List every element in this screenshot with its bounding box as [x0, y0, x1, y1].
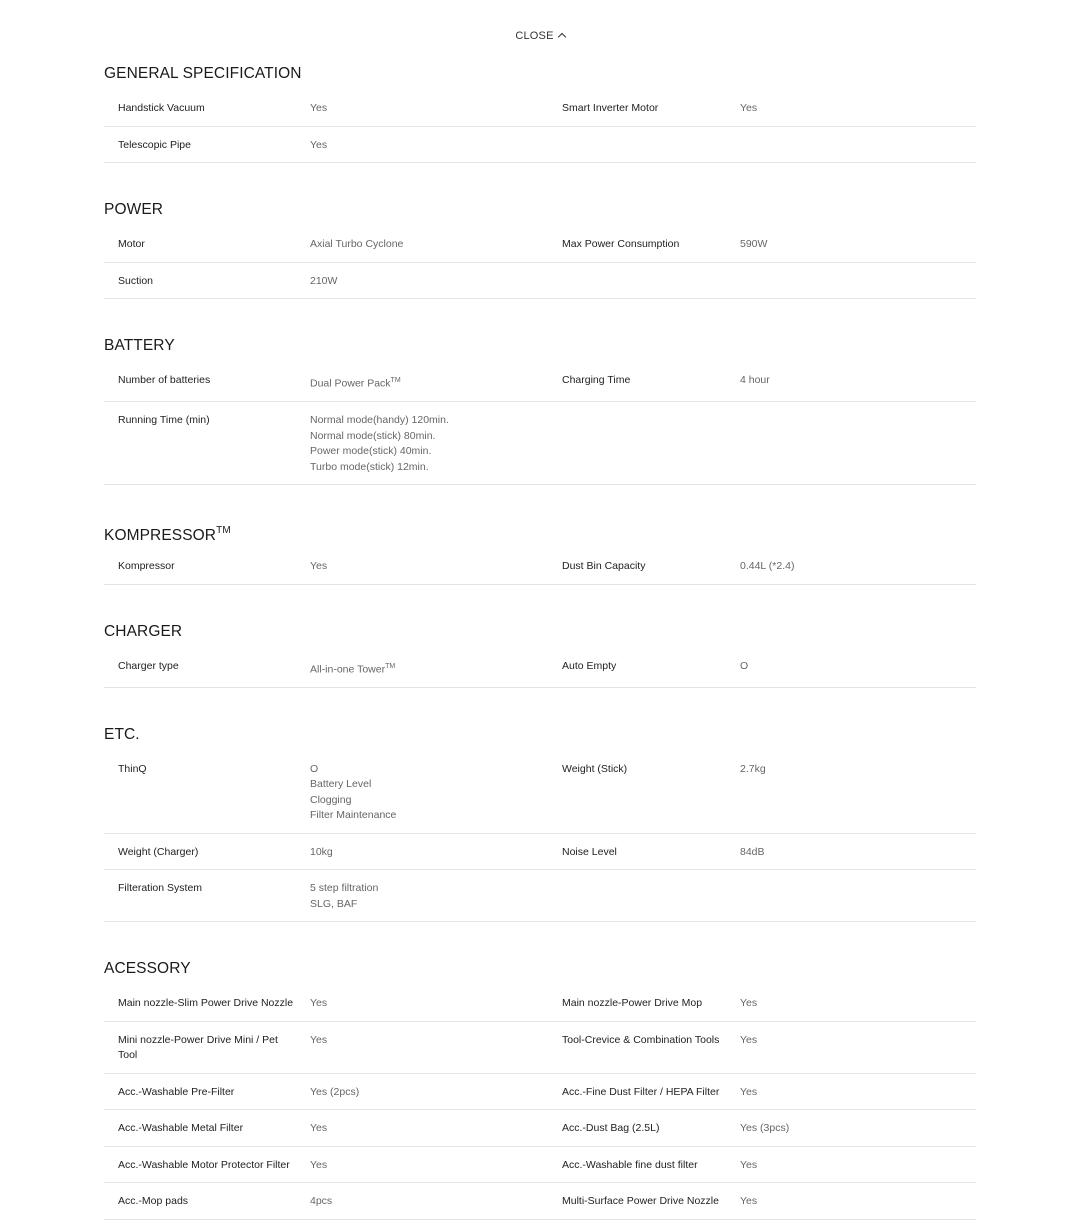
spec-label: Acc.-Washable fine dust filter	[562, 1158, 698, 1171]
section-title-text: ETC.	[104, 725, 140, 743]
spec-section-general-specification	[104, 64, 976, 163]
spec-value	[740, 263, 976, 299]
spec-label: Motor	[118, 238, 145, 250]
section-title-text: ACESSORY	[104, 960, 191, 977]
spec-label	[548, 402, 740, 484]
spec-label: Running Time (min)	[118, 414, 210, 426]
spec-value: Yes	[740, 1085, 758, 1098]
spec-label: Acc.-Fine Dust Filter / HEPA Filter	[562, 1085, 720, 1098]
spec-label: Number of batteries	[118, 374, 211, 386]
section-gap	[104, 163, 976, 200]
spec-row	[104, 362, 976, 402]
spec-value	[296, 548, 548, 584]
spec-row	[104, 870, 976, 922]
section-title	[104, 64, 976, 90]
spec-value	[296, 834, 548, 870]
section-title-text: POWER	[104, 201, 164, 218]
spec-label: Dust Bin Capacity	[562, 560, 646, 572]
spec-label: Auto Empty	[562, 659, 617, 672]
section-gap	[104, 299, 976, 336]
trademark-sup: TM	[385, 662, 396, 670]
spec-label: Kompressor	[118, 560, 175, 572]
spec-label: Mini nozzle-Power Drive Mini / Pet Tool	[118, 1033, 278, 1061]
trademark-sup: TM	[216, 525, 231, 536]
spec-value: 0.44L (*2.4)	[740, 560, 795, 572]
spec-value	[296, 648, 548, 687]
close-button[interactable]	[0, 30, 1080, 42]
chevron-up-icon	[557, 33, 565, 41]
spec-row	[104, 648, 976, 688]
spec-value-line: Normal mode(handy) 120min.	[310, 414, 449, 426]
spec-label: Handstick Vacuum	[118, 102, 205, 114]
spec-value: 590W	[740, 238, 768, 250]
spec-row	[104, 1183, 976, 1220]
spec-section-etc	[104, 725, 976, 923]
spec-value	[296, 985, 548, 1021]
spec-row	[104, 127, 976, 164]
spec-value: 84dB	[740, 845, 765, 858]
spec-label: Charging Time	[562, 374, 631, 386]
spec-value-line: Power mode(stick) 40min.	[310, 445, 432, 457]
spec-row	[104, 1147, 976, 1184]
spec-label: Suction	[118, 274, 154, 287]
section-title	[104, 725, 976, 751]
spec-label: Acc.-Washable Pre-Filter	[118, 1085, 235, 1098]
spec-label: Weight (Charger)	[118, 845, 199, 858]
spec-label	[548, 127, 740, 163]
spec-label: Acc.-Mop pads	[118, 1195, 189, 1207]
spec-label	[548, 870, 740, 921]
spec-value-line: Normal mode(stick) 80min.	[310, 429, 436, 442]
spec-value: O	[740, 659, 749, 672]
spec-value	[296, 870, 548, 921]
spec-value	[296, 1110, 548, 1146]
spec-value-line: Turbo mode(stick) 12min.	[310, 460, 429, 473]
spec-label: Acc.-Dust Bag (2.5L)	[562, 1122, 660, 1134]
spec-section-power	[104, 200, 976, 299]
spec-value-line: Battery Level	[310, 778, 372, 790]
spec-label: Main nozzle-Power Drive Mop	[562, 997, 703, 1009]
section-title-text: KOMPRESSOR	[104, 527, 217, 545]
spec-value-text: Yes	[310, 560, 328, 572]
spec-value-line: SLG, BAF	[310, 897, 358, 910]
section-title	[104, 522, 976, 548]
spec-value	[296, 402, 548, 484]
spec-value-text: Yes (2pcs)	[310, 1085, 360, 1098]
section-title	[104, 336, 976, 362]
spec-label: Tool-Crevice & Combination Tools	[562, 1033, 720, 1046]
spec-value: Yes	[740, 1195, 758, 1207]
spec-value: Yes	[740, 997, 758, 1009]
spec-value	[296, 1074, 548, 1110]
section-title	[104, 622, 976, 648]
spec-label: Multi-Surface Power Drive Nozzle	[562, 1195, 719, 1207]
spec-section-battery	[104, 336, 976, 485]
section-title-text: BATTERY	[104, 337, 175, 354]
spec-value	[740, 402, 976, 484]
spec-label: Charger type	[118, 659, 179, 672]
section-title-text: CHARGER	[104, 622, 183, 640]
spec-value-text: Yes	[310, 1122, 328, 1134]
spec-value	[296, 263, 548, 299]
spec-value-text: 4pcs	[310, 1195, 333, 1207]
spec-value: Yes	[740, 1158, 758, 1171]
spec-label: Acc.-Washable Motor Protector Filter	[118, 1158, 290, 1171]
spec-row	[104, 226, 976, 263]
spec-value-text: Axial Turbo Cyclone	[310, 238, 404, 250]
spec-value	[296, 90, 548, 126]
spec-value-text: Yes	[310, 1158, 328, 1171]
spec-label: Max Power Consumption	[562, 238, 680, 250]
spec-value: 2.7kg	[740, 762, 766, 775]
spec-value-text: All-in-one Tower	[310, 663, 386, 675]
section-title	[104, 200, 976, 226]
section-gap	[104, 485, 976, 522]
spec-value: 4 hour	[740, 374, 770, 386]
spec-value	[296, 1022, 548, 1073]
spec-row	[104, 263, 976, 300]
spec-value	[296, 1147, 548, 1183]
spec-label: Weight (Stick)	[562, 762, 628, 775]
section-gap	[104, 585, 976, 622]
spec-row	[104, 751, 976, 834]
spec-row	[104, 90, 976, 127]
spec-label: Main nozzle-Slim Power Drive Nozzle	[118, 997, 294, 1009]
spec-value	[740, 127, 976, 163]
spec-value-line: Clogging	[310, 793, 352, 806]
section-gap	[104, 922, 976, 959]
spec-value: Yes	[740, 1033, 758, 1046]
spec-value-text: Yes	[310, 1033, 328, 1046]
section-title	[104, 959, 976, 985]
spec-value: Yes	[740, 102, 758, 114]
spec-row	[104, 1110, 976, 1147]
spec-label: Filteration System	[118, 882, 203, 894]
spec-row	[104, 834, 976, 871]
spec-label: Noise Level	[562, 845, 617, 858]
spec-row	[104, 985, 976, 1022]
spec-value-line: 5 step filtration	[310, 882, 379, 894]
spec-value-text: Yes	[310, 997, 328, 1009]
spec-section-charger	[104, 622, 976, 688]
section-title-text: GENERAL SPECIFICATION	[104, 65, 302, 82]
spec-value-line: Filter Maintenance	[310, 809, 397, 821]
spec-value	[296, 362, 548, 401]
spec-label: Acc.-Washable Metal Filter	[118, 1122, 244, 1134]
spec-row	[104, 1022, 976, 1074]
spec-label: ThinQ	[118, 762, 147, 775]
section-gap	[104, 688, 976, 725]
spec-value-text: 210W	[310, 274, 338, 287]
spec-section-acessory	[104, 959, 976, 1220]
spec-sheet	[104, 64, 976, 1220]
spec-value-text: 10kg	[310, 845, 333, 858]
spec-label: Smart Inverter Motor	[562, 102, 659, 114]
spec-value-line: O	[310, 762, 319, 775]
spec-value	[296, 127, 548, 163]
spec-value	[296, 1183, 548, 1219]
spec-value	[740, 870, 976, 921]
close-label: CLOSE	[515, 30, 554, 42]
spec-value-text: Yes	[310, 138, 328, 151]
spec-value-text: Yes	[310, 102, 328, 114]
trademark-sup: TM	[390, 377, 401, 384]
spec-label	[548, 263, 740, 299]
spec-value-text: Dual Power Pack	[310, 377, 391, 390]
spec-section-kompressor	[104, 522, 976, 585]
spec-row	[104, 402, 976, 485]
spec-row	[104, 1074, 976, 1111]
spec-value	[296, 751, 548, 833]
spec-label: Telescopic Pipe	[118, 138, 191, 151]
spec-row	[104, 548, 976, 585]
spec-value: Yes (3pcs)	[740, 1122, 790, 1134]
spec-value	[296, 226, 548, 262]
